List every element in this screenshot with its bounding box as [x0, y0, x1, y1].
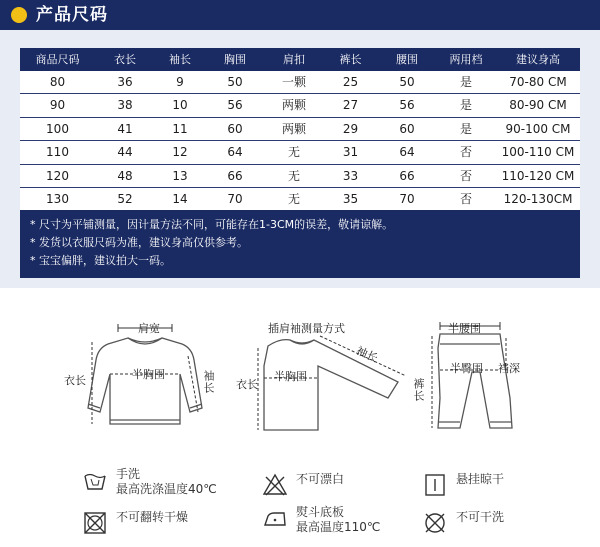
- table-cell: 无: [287, 145, 300, 160]
- table-cell: 两颗: [281, 121, 306, 136]
- iron-icon: [262, 505, 288, 531]
- column-header: 衣长: [114, 53, 136, 66]
- note-line: * 尺寸为平铺测量，因计量方法不同，可能存在1-3CM的误差，敬请谅解。: [30, 218, 394, 231]
- bullet-dot-icon: [11, 7, 27, 23]
- column-header: 建议身高: [516, 53, 560, 66]
- body-length-label: 衣长: [64, 374, 86, 387]
- care-item-iron: [262, 505, 380, 535]
- table-cell: 64: [227, 145, 243, 160]
- column-header: 肩扣: [283, 53, 305, 66]
- table-cell: 12: [172, 145, 188, 160]
- table-cell: 48: [117, 168, 133, 183]
- care-item-hang-dry: [422, 472, 504, 498]
- care-label: 不可干洗: [456, 510, 505, 524]
- table-cell: 80: [49, 75, 66, 89]
- table-row: [20, 141, 580, 164]
- raglan-diagram: [238, 318, 428, 438]
- table-row: [20, 94, 580, 117]
- table-cell: 90: [49, 98, 66, 113]
- table-cell: 14: [172, 191, 188, 206]
- column-header: 裤长: [339, 53, 362, 66]
- table-cell: 130: [46, 191, 69, 206]
- table-cell: 27: [342, 98, 359, 113]
- column-header: 胸围: [224, 53, 246, 66]
- care-label: 最高洗涤温度40℃: [116, 482, 217, 496]
- sleeve-length-label: 袖长: [202, 370, 215, 394]
- table-cell: 60: [227, 121, 243, 136]
- table-cell: 66: [227, 168, 243, 183]
- table-cell: 120-130CM: [503, 191, 573, 206]
- table-cell: 70: [227, 191, 243, 206]
- table-cell: 120: [46, 168, 69, 183]
- raglan-sleeve-label: 袖长: [354, 344, 380, 365]
- table-header-row: [20, 48, 580, 71]
- sweater-diagram: [64, 316, 220, 436]
- pants-diagram: [410, 318, 530, 440]
- notes-box: [20, 210, 580, 278]
- table-cell: 10: [172, 98, 188, 113]
- half-chest-label: 半胸围: [132, 368, 165, 381]
- table-cell: 25: [342, 75, 359, 89]
- column-header: 商品尺码: [35, 53, 80, 66]
- care-label: 最高温度110℃: [296, 520, 381, 534]
- table-cell: 是: [459, 75, 472, 89]
- no-tumble-dry-icon: [82, 510, 108, 536]
- table-cell: 44: [117, 145, 133, 160]
- table-cell: 70: [399, 191, 415, 206]
- table-cell: 110-120 CM: [501, 168, 575, 183]
- table-cell: 无: [287, 191, 300, 206]
- table-cell: 是: [459, 121, 472, 136]
- section-header: [0, 0, 600, 30]
- table-cell: 70-80 CM: [509, 75, 567, 89]
- table-cell: 否: [459, 168, 472, 183]
- table-cell: 100-110 CM: [501, 145, 575, 160]
- table-cell: 38: [117, 98, 133, 113]
- table-cell: 11: [172, 121, 188, 136]
- table-cell: 36: [117, 75, 133, 89]
- note-line: * 宝宝偏胖，建议拍大一码。: [30, 254, 171, 267]
- raglan-chest-label: 半胸围: [274, 370, 307, 383]
- table-cell: 否: [459, 145, 472, 160]
- table-cell: 90-100 CM: [505, 121, 571, 136]
- table-cell: 33: [342, 168, 359, 183]
- table-cell: 50: [399, 75, 415, 89]
- table-cell: 50: [227, 75, 243, 89]
- table-cell: 66: [399, 168, 415, 183]
- table-cell: 31: [342, 145, 359, 160]
- table-row: [20, 165, 580, 188]
- half-hip-label: 半臀围: [450, 362, 483, 375]
- table-row: [20, 71, 580, 94]
- column-header: 腰围: [396, 53, 418, 66]
- table-cell: 110: [46, 145, 69, 160]
- table-cell: 9: [176, 75, 184, 89]
- table-cell: 两颗: [281, 98, 306, 113]
- care-item-hand-wash: [82, 467, 217, 497]
- raglan-illustration: [238, 318, 428, 438]
- care-label: 悬挂晾干: [456, 472, 505, 486]
- table-cell: 56: [227, 98, 243, 113]
- table-cell: 35: [342, 191, 359, 206]
- section-title: 产品尺码: [36, 5, 108, 25]
- table-cell: 64: [399, 145, 415, 160]
- table-body: [20, 71, 580, 211]
- table-cell: 56: [399, 98, 415, 113]
- table-cell: 80-90 CM: [509, 98, 567, 113]
- table-row: [20, 188, 580, 211]
- pants-length-label: 裤长: [412, 378, 425, 402]
- half-waist-label: 半腰围: [448, 322, 481, 335]
- column-header: 两用档: [449, 53, 483, 66]
- table-cell: 13: [172, 168, 188, 183]
- hand-wash-icon: [82, 467, 108, 493]
- care-label: 不可漂白: [296, 472, 345, 486]
- table-cell: 否: [459, 191, 472, 206]
- care-item-no-tumble-dry: [82, 510, 188, 536]
- table-cell: 是: [459, 98, 472, 113]
- no-dry-clean-icon: [422, 510, 448, 536]
- pants-illustration: [410, 318, 530, 440]
- table-cell: 100: [46, 121, 69, 136]
- table-cell: 无: [287, 168, 300, 183]
- table-cell: 一颗: [281, 75, 306, 89]
- hang-dry-icon: [422, 472, 448, 498]
- care-label: 不可翻转干燥: [116, 510, 189, 524]
- rise-label: 裆深: [498, 362, 520, 375]
- care-label: 熨斗底板: [296, 505, 345, 519]
- table-cell: 60: [399, 121, 415, 136]
- table-row: [20, 118, 580, 141]
- size-table: [20, 48, 580, 211]
- raglan-length-label: 衣长: [236, 378, 258, 391]
- note-line: * 发货以衣服尺码为准，建议身高仅供参考。: [30, 236, 248, 249]
- shoulder-width-label: 肩宽: [138, 322, 160, 335]
- care-item-no-bleach: [262, 472, 344, 498]
- table-cell: 29: [342, 121, 359, 136]
- size-panel: [0, 30, 600, 288]
- care-item-no-dry-clean: [422, 510, 504, 536]
- column-header: 袖长: [169, 53, 191, 66]
- table-cell: 41: [117, 121, 133, 136]
- raglan-title-label: 插肩袖测量方式: [268, 322, 345, 335]
- no-bleach-icon: [262, 472, 288, 498]
- table-cell: 52: [117, 191, 133, 206]
- care-label: 手洗: [116, 467, 141, 481]
